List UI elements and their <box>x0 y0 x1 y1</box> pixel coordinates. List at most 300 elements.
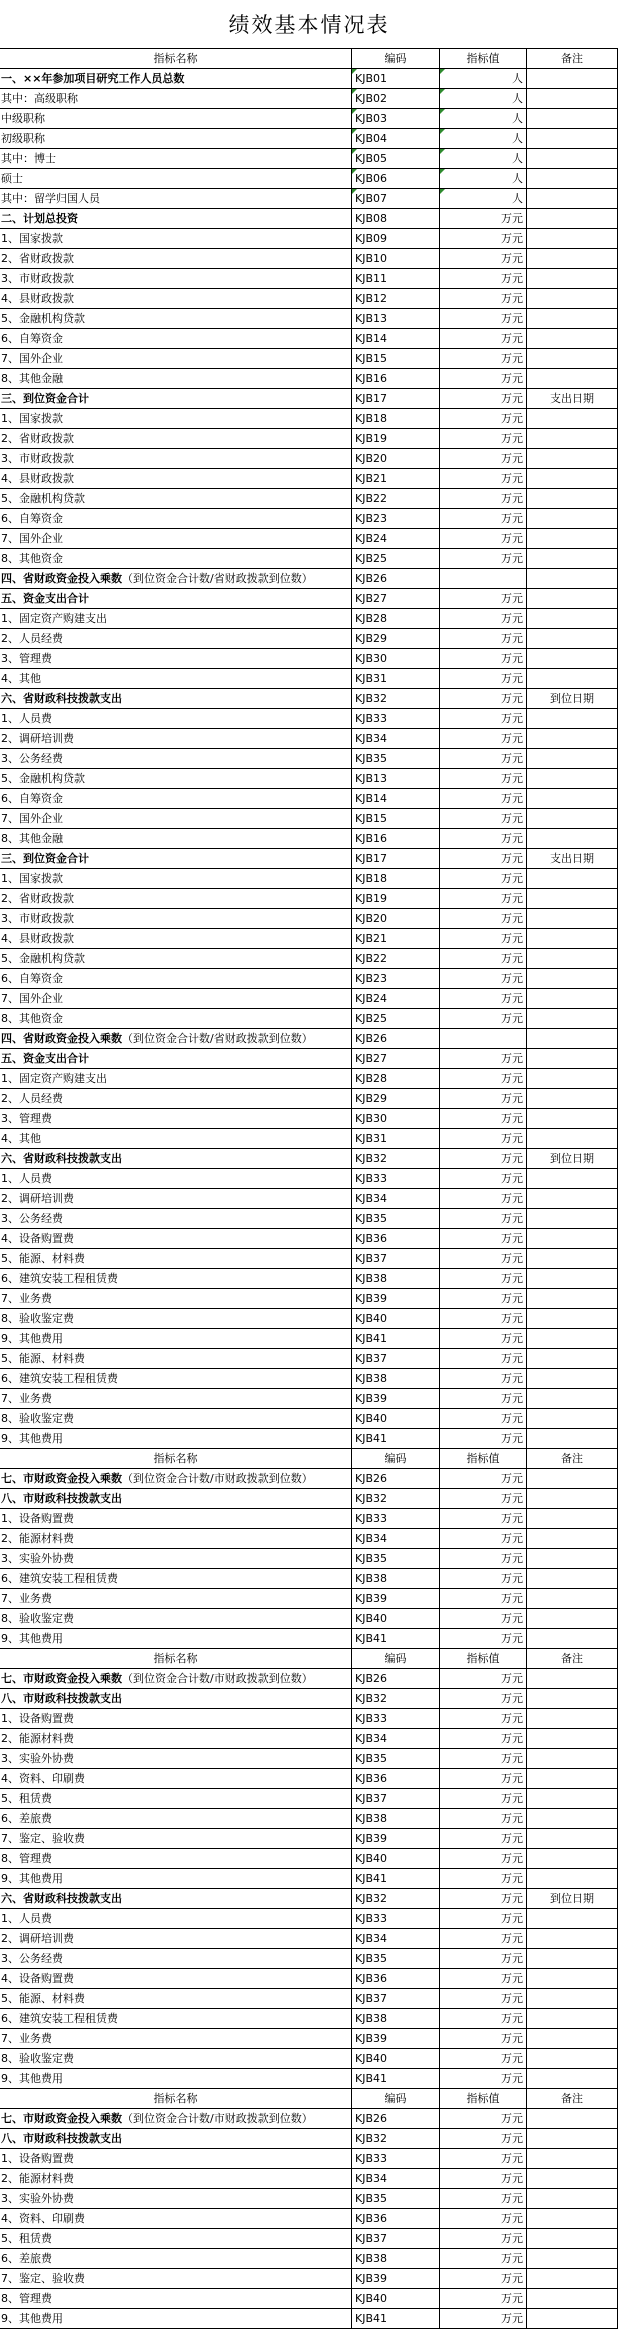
indicator-code-cell: KJB37 <box>352 1989 440 2008</box>
indicator-name: 硕士 <box>1 172 23 185</box>
indicator-unit-cell: 万元 <box>440 1269 527 1288</box>
indicator-note-cell <box>527 949 618 968</box>
indicator-unit-cell: 万元 <box>440 1069 527 1088</box>
indicator-name-cell <box>0 829 352 848</box>
indicator-code-cell: KJB20 <box>352 909 440 928</box>
table-row <box>0 929 618 949</box>
indicator-code-cell: KJB12 <box>352 289 440 308</box>
section-row <box>0 1689 618 1709</box>
table-row <box>0 1429 618 1449</box>
header-value-cell: 指标值 <box>440 2089 527 2108</box>
indicator-name-cell <box>0 769 352 788</box>
indicator-note-cell <box>527 2309 618 2328</box>
indicator-unit-cell: 万元 <box>440 1549 527 1568</box>
indicator-unit-cell: 万元 <box>440 789 527 808</box>
indicator-name-cell <box>0 2269 352 2288</box>
table-row <box>0 889 618 909</box>
indicator-unit-cell: 万元 <box>440 909 527 928</box>
indicator-name: 8、其他资金 <box>1 1012 63 1025</box>
table-row <box>0 1589 618 1609</box>
indicator-code-cell: KJB34 <box>352 1529 440 1548</box>
indicator-code-cell: KJB39 <box>352 2269 440 2288</box>
indicator-unit-cell: 万元 <box>440 1989 527 2008</box>
indicator-code-cell: KJB26 <box>352 2109 440 2128</box>
indicator-name-cell <box>0 169 352 188</box>
indicator-code-cell: KJB18 <box>352 869 440 888</box>
table-row <box>0 2049 618 2069</box>
table-row <box>0 2209 618 2229</box>
indicator-name: 4、资料、印刷费 <box>1 1772 85 1785</box>
table-row <box>0 1369 618 1389</box>
indicator-name: 二、计划总投资 <box>1 212 78 225</box>
indicator-code-cell: KJB39 <box>352 1589 440 1608</box>
table-row <box>0 1869 618 1889</box>
indicator-unit-cell: 万元 <box>440 369 527 388</box>
indicator-unit-cell: 万元 <box>440 449 527 468</box>
table-row <box>0 909 618 929</box>
indicator-name: 3、市财政拨款 <box>1 272 74 285</box>
indicator-code-cell: KJB32 <box>352 1149 440 1168</box>
table-row <box>0 1569 618 1589</box>
indicator-note-cell <box>527 1029 618 1048</box>
indicator-code-cell: KJB38 <box>352 1809 440 1828</box>
indicator-name: 6、自筹资金 <box>1 792 63 805</box>
indicator-note-cell <box>527 2129 618 2148</box>
indicator-name-cell <box>0 849 352 868</box>
indicator-note-cell <box>527 1069 618 1088</box>
indicator-name-cell <box>0 1509 352 1528</box>
indicator-name: 2、能源材料费 <box>1 1532 74 1545</box>
indicator-name-cell <box>0 1929 352 1948</box>
indicator-name-cell <box>0 1889 352 1908</box>
indicator-name: 8、其他资金 <box>1 552 63 565</box>
indicator-name: 9、其他费用 <box>1 1432 63 1445</box>
indicator-name-cell <box>0 469 352 488</box>
indicator-note-cell <box>527 1089 618 1108</box>
indicator-name: 1、人员费 <box>1 712 52 725</box>
indicator-code-cell: KJB41 <box>352 2069 440 2088</box>
indicator-name-cell <box>0 1149 352 1168</box>
indicator-name: 3、公务经费 <box>1 752 63 765</box>
indicator-name: 5、金融机构贷款 <box>1 772 85 785</box>
indicator-unit-cell: 万元 <box>440 1349 527 1368</box>
indicator-code-cell: KJB32 <box>352 1889 440 1908</box>
indicator-code-cell: KJB33 <box>352 1709 440 1728</box>
indicator-code-cell: KJB40 <box>352 1409 440 1428</box>
table-row <box>0 1209 618 1229</box>
indicator-unit-cell: 万元 <box>440 2149 527 2168</box>
indicator-code-cell: KJB10 <box>352 249 440 268</box>
indicator-name: 6、自筹资金 <box>1 972 63 985</box>
indicator-name: 1、国家拨款 <box>1 412 63 425</box>
table-row <box>0 1529 618 1549</box>
table-row <box>0 1789 618 1809</box>
indicator-name: 七、市财政资金投入乘数 <box>1 1672 122 1685</box>
indicator-unit-cell: 万元 <box>440 349 527 368</box>
table-header-row <box>0 49 618 69</box>
indicator-note-cell <box>527 449 618 468</box>
indicator-unit-cell: 万元 <box>440 729 527 748</box>
indicator-unit-cell: 万元 <box>440 1429 527 1448</box>
indicator-name-cell <box>0 1529 352 1548</box>
indicator-note-cell <box>527 2029 618 2048</box>
indicator-name-cell <box>0 869 352 888</box>
table-row <box>0 609 618 629</box>
indicator-code-cell: KJB33 <box>352 1509 440 1528</box>
indicator-name-cell <box>0 1589 352 1608</box>
indicator-code-cell: KJB33 <box>352 709 440 728</box>
indicator-note-cell <box>527 549 618 568</box>
indicator-note-cell <box>527 809 618 828</box>
table-row <box>0 1949 618 1969</box>
indicator-note-cell <box>527 709 618 728</box>
table-row <box>0 769 618 789</box>
indicator-note-cell <box>527 1769 618 1788</box>
indicator-note-cell <box>527 509 618 528</box>
table-row <box>0 1909 618 1929</box>
indicator-name: 五、资金支出合计 <box>1 592 89 605</box>
indicator-unit-cell: 人 <box>440 149 527 168</box>
indicator-note-cell <box>527 749 618 768</box>
indicator-note-cell <box>527 649 618 668</box>
indicator-unit-cell: 万元 <box>440 1729 527 1748</box>
indicator-name-cell <box>0 1169 352 1188</box>
indicator-name: 其中：高级职称 <box>1 92 78 105</box>
indicator-name: 6、建筑安装工程租赁费 <box>1 1272 118 1285</box>
indicator-unit-cell: 万元 <box>440 869 527 888</box>
indicator-code-cell: KJB23 <box>352 969 440 988</box>
indicator-unit-cell: 万元 <box>440 2029 527 2048</box>
indicator-note-cell <box>527 1249 618 1268</box>
indicator-unit-cell: 人 <box>440 129 527 148</box>
indicator-name: 9、其他费用 <box>1 2312 63 2325</box>
indicator-name: 9、其他费用 <box>1 2072 63 2085</box>
indicator-note-cell <box>527 2069 618 2088</box>
indicator-note-cell <box>527 2209 618 2228</box>
indicator-name: 六、省财政科技拨款支出 <box>1 1152 122 1165</box>
header-note-cell: 备注 <box>527 1449 618 1468</box>
indicator-name-cell <box>0 949 352 968</box>
indicator-code-cell: KJB40 <box>352 1309 440 1328</box>
indicator-unit-cell: 万元 <box>440 1629 527 1648</box>
indicator-code-cell: KJB17 <box>352 389 440 408</box>
indicator-note-cell <box>527 2049 618 2068</box>
indicator-note-cell <box>527 1689 618 1708</box>
indicator-unit-cell: 万元 <box>440 2229 527 2248</box>
indicator-name: 1、设备购置费 <box>1 2152 74 2165</box>
indicator-note-cell <box>527 789 618 808</box>
indicator-name-cell <box>0 1749 352 1768</box>
indicator-note-cell <box>527 249 618 268</box>
indicator-unit-cell: 万元 <box>440 1369 527 1388</box>
indicator-name: 3、公务经费 <box>1 1212 63 1225</box>
indicator-unit-cell: 万元 <box>440 1929 527 1948</box>
indicator-code-cell: KJB25 <box>352 1009 440 1028</box>
table-row <box>0 1229 618 1249</box>
indicator-code-cell: KJB21 <box>352 929 440 948</box>
indicator-name-cell <box>0 669 352 688</box>
indicator-name-cell <box>0 1349 352 1368</box>
indicator-name: 4、县财政拨款 <box>1 292 74 305</box>
table-row <box>0 869 618 889</box>
indicator-unit-cell: 万元 <box>440 669 527 688</box>
indicator-code-cell: KJB25 <box>352 549 440 568</box>
indicator-unit-cell: 万元 <box>440 389 527 408</box>
indicator-name-cell <box>0 129 352 148</box>
indicator-name-cell <box>0 649 352 668</box>
indicator-name: 七、市财政资金投入乘数 <box>1 2112 122 2125</box>
indicator-name-cell <box>0 1329 352 1348</box>
table-row <box>0 549 618 569</box>
indicator-unit-cell: 万元 <box>440 1689 527 1708</box>
indicator-unit-cell: 万元 <box>440 1909 527 1928</box>
indicator-unit-cell: 万元 <box>440 1289 527 1308</box>
indicator-code-cell: KJB39 <box>352 1829 440 1848</box>
indicator-code-cell: KJB33 <box>352 1909 440 1928</box>
indicator-name-cell <box>0 529 352 548</box>
indicator-note-cell <box>527 1469 618 1488</box>
indicator-name-cell <box>0 429 352 448</box>
indicator-unit-cell: 万元 <box>440 1169 527 1188</box>
table-row <box>0 1009 618 1029</box>
header-name-cell: 指标名称 <box>0 2089 352 2108</box>
indicator-note-cell: 支出日期 <box>527 389 618 408</box>
indicator-name-cell <box>0 1829 352 1848</box>
indicator-note-cell <box>527 429 618 448</box>
indicator-unit-cell: 万元 <box>440 1889 527 1908</box>
indicator-name: 1、人员费 <box>1 1172 52 1185</box>
indicator-unit-cell: 万元 <box>440 409 527 428</box>
indicator-note-cell <box>527 1849 618 1868</box>
indicator-note-cell <box>527 2269 618 2288</box>
indicator-name: 7、业务费 <box>1 2032 52 2045</box>
indicator-note-cell <box>527 1829 618 1848</box>
indicator-note-cell <box>527 1749 618 1768</box>
indicator-name-cell <box>0 1029 352 1048</box>
indicator-name: 4、县财政拨款 <box>1 932 74 945</box>
header-name-cell: 指标名称 <box>0 49 352 68</box>
indicator-unit-cell: 万元 <box>440 1509 527 1528</box>
indicator-note-cell <box>527 349 618 368</box>
indicator-name-cell <box>0 1069 352 1088</box>
indicator-unit-cell: 万元 <box>440 2069 527 2088</box>
indicator-name-cell <box>0 549 352 568</box>
indicator-code-cell: KJB08 <box>352 209 440 228</box>
indicator-code-cell: KJB31 <box>352 669 440 688</box>
header-code-cell: 编码 <box>352 1449 440 1468</box>
indicator-unit-cell: 万元 <box>440 1849 527 1868</box>
indicator-note-cell <box>527 1509 618 1528</box>
indicator-code-cell: KJB15 <box>352 809 440 828</box>
table-row <box>0 2309 618 2329</box>
indicator-unit-cell: 万元 <box>440 609 527 628</box>
indicator-note-cell <box>527 369 618 388</box>
indicator-note-cell <box>527 329 618 348</box>
indicator-unit-cell: 万元 <box>440 629 527 648</box>
section-row <box>0 849 618 869</box>
header-code-cell: 编码 <box>352 49 440 68</box>
indicator-name: 六、省财政科技拨款支出 <box>1 1892 122 1905</box>
section-row <box>0 1029 618 1049</box>
indicator-name-cell <box>0 989 352 1008</box>
indicator-name-cell <box>0 1669 352 1688</box>
table-row <box>0 129 618 149</box>
indicator-unit-cell: 万元 <box>440 289 527 308</box>
table-row <box>0 409 618 429</box>
indicator-code-cell: KJB39 <box>352 2029 440 2048</box>
indicator-code-cell: KJB11 <box>352 269 440 288</box>
indicator-name-cell <box>0 1389 352 1408</box>
indicator-name-cell <box>0 2189 352 2208</box>
indicator-unit-cell: 万元 <box>440 2009 527 2028</box>
indicator-name-cell <box>0 2149 352 2168</box>
section-row <box>0 1889 618 1909</box>
table-row <box>0 429 618 449</box>
indicator-code-cell: KJB16 <box>352 369 440 388</box>
indicator-unit-cell: 万元 <box>440 1149 527 1168</box>
table-row <box>0 529 618 549</box>
table-row <box>0 1309 618 1329</box>
indicator-name: 初级职称 <box>1 132 45 145</box>
indicator-unit-cell: 万元 <box>440 1829 527 1848</box>
indicator-table <box>0 48 618 2329</box>
indicator-unit-cell: 万元 <box>440 1709 527 1728</box>
indicator-code-cell: KJB29 <box>352 1089 440 1108</box>
indicator-unit-cell: 万元 <box>440 1109 527 1128</box>
indicator-name: 4、设备购置费 <box>1 1972 74 1985</box>
section-row <box>0 1469 618 1489</box>
indicator-name-cell <box>0 389 352 408</box>
indicator-note-cell <box>527 1729 618 1748</box>
indicator-name: 7、国外企业 <box>1 352 63 365</box>
table-row <box>0 2189 618 2209</box>
indicator-name-cell <box>0 929 352 948</box>
indicator-note-cell <box>527 1969 618 1988</box>
indicator-note-cell <box>527 1429 618 1448</box>
indicator-name: 3、市财政拨款 <box>1 452 74 465</box>
indicator-code-cell: KJB35 <box>352 1549 440 1568</box>
table-row <box>0 969 618 989</box>
indicator-unit-cell: 万元 <box>440 2269 527 2288</box>
table-row <box>0 1189 618 1209</box>
indicator-name: 6、自筹资金 <box>1 332 63 345</box>
indicator-note-cell <box>527 1009 618 1028</box>
indicator-note-cell <box>527 1809 618 1828</box>
indicator-name-cell <box>0 1869 352 1888</box>
indicator-code-cell: KJB33 <box>352 2149 440 2168</box>
indicator-unit-cell: 万元 <box>440 1949 527 1968</box>
indicator-unit-cell: 万元 <box>440 1009 527 1028</box>
indicator-unit-cell: 万元 <box>440 1809 527 1828</box>
indicator-code-cell: KJB36 <box>352 2209 440 2228</box>
indicator-note-cell <box>527 489 618 508</box>
table-row <box>0 1129 618 1149</box>
indicator-name: 2、人员经费 <box>1 632 63 645</box>
indicator-name-cell <box>0 249 352 268</box>
section-row <box>0 1669 618 1689</box>
table-row <box>0 1169 618 1189</box>
indicator-note-cell <box>527 2149 618 2168</box>
indicator-note-cell <box>527 469 618 488</box>
indicator-unit-cell: 万元 <box>440 1309 527 1328</box>
indicator-note-cell <box>527 2169 618 2188</box>
indicator-note-cell <box>527 2249 618 2268</box>
indicator-code-cell: KJB34 <box>352 729 440 748</box>
indicator-name: 4、县财政拨款 <box>1 472 74 485</box>
indicator-code-cell: KJB34 <box>352 2169 440 2188</box>
indicator-code-cell: KJB37 <box>352 1349 440 1368</box>
indicator-note-cell <box>527 1669 618 1688</box>
indicator-code-cell: KJB26 <box>352 1669 440 1688</box>
indicator-name-cell <box>0 349 352 368</box>
indicator-code-cell: KJB38 <box>352 2009 440 2028</box>
indicator-name: 6、建筑安装工程租赁费 <box>1 2012 118 2025</box>
indicator-name: 4、其他 <box>1 1132 41 1145</box>
indicator-unit-cell: 万元 <box>440 1529 527 1548</box>
indicator-note-cell <box>527 289 618 308</box>
table-row <box>0 2149 618 2169</box>
table-row <box>0 229 618 249</box>
indicator-name: 1、设备购置费 <box>1 1512 74 1525</box>
table-row <box>0 1249 618 1269</box>
indicator-name-cell <box>0 1549 352 1568</box>
indicator-name: 8、其他金融 <box>1 372 63 385</box>
indicator-name: 7、业务费 <box>1 1392 52 1405</box>
indicator-code-cell: KJB05 <box>352 149 440 168</box>
indicator-code-cell: KJB35 <box>352 2189 440 2208</box>
indicator-code-cell: KJB39 <box>352 1289 440 1308</box>
indicator-name: 四、省财政资金投入乘数 <box>1 1032 122 1045</box>
table-row <box>0 1729 618 1749</box>
indicator-note-cell <box>527 309 618 328</box>
indicator-name-cell <box>0 2169 352 2188</box>
table-row <box>0 989 618 1009</box>
indicator-name: 三、到位资金合计 <box>1 392 89 405</box>
indicator-name: 5、金融机构贷款 <box>1 952 85 965</box>
indicator-name-cell <box>0 1489 352 1508</box>
indicator-note-cell <box>527 1289 618 1308</box>
indicator-note-cell: 到位日期 <box>527 1889 618 1908</box>
table-row <box>0 469 618 489</box>
indicator-name: 7、业务费 <box>1 1292 52 1305</box>
indicator-unit-cell: 人 <box>440 109 527 128</box>
indicator-code-cell: KJB38 <box>352 1569 440 1588</box>
header-note-cell: 备注 <box>527 2089 618 2108</box>
indicator-name-cell <box>0 2309 352 2328</box>
indicator-note-cell <box>527 829 618 848</box>
table-row <box>0 369 618 389</box>
indicator-name: 1、国家拨款 <box>1 872 63 885</box>
indicator-code-cell: KJB23 <box>352 509 440 528</box>
indicator-name: 八、市财政科技拨款支出 <box>1 2132 122 2145</box>
indicator-name: 6、建筑安装工程租赁费 <box>1 1572 118 1585</box>
header-code-cell: 编码 <box>352 2089 440 2108</box>
table-row <box>0 1929 618 1949</box>
indicator-code-cell: KJB34 <box>352 1189 440 1208</box>
indicator-code-cell: KJB16 <box>352 829 440 848</box>
indicator-note-cell <box>527 1609 618 1628</box>
indicator-note-cell: 到位日期 <box>527 1149 618 1168</box>
indicator-name-cell <box>0 69 352 88</box>
table-row <box>0 1749 618 1769</box>
indicator-code-cell: KJB37 <box>352 2229 440 2248</box>
indicator-note-cell <box>527 2109 618 2128</box>
indicator-code-cell: KJB28 <box>352 1069 440 1088</box>
indicator-name: 5、能源、材料费 <box>1 1252 85 1265</box>
indicator-name: 八、市财政科技拨款支出 <box>1 1692 122 1705</box>
indicator-name: 一、××年参加项目研究工作人员总数 <box>1 72 185 85</box>
indicator-code-cell: KJB38 <box>352 1369 440 1388</box>
